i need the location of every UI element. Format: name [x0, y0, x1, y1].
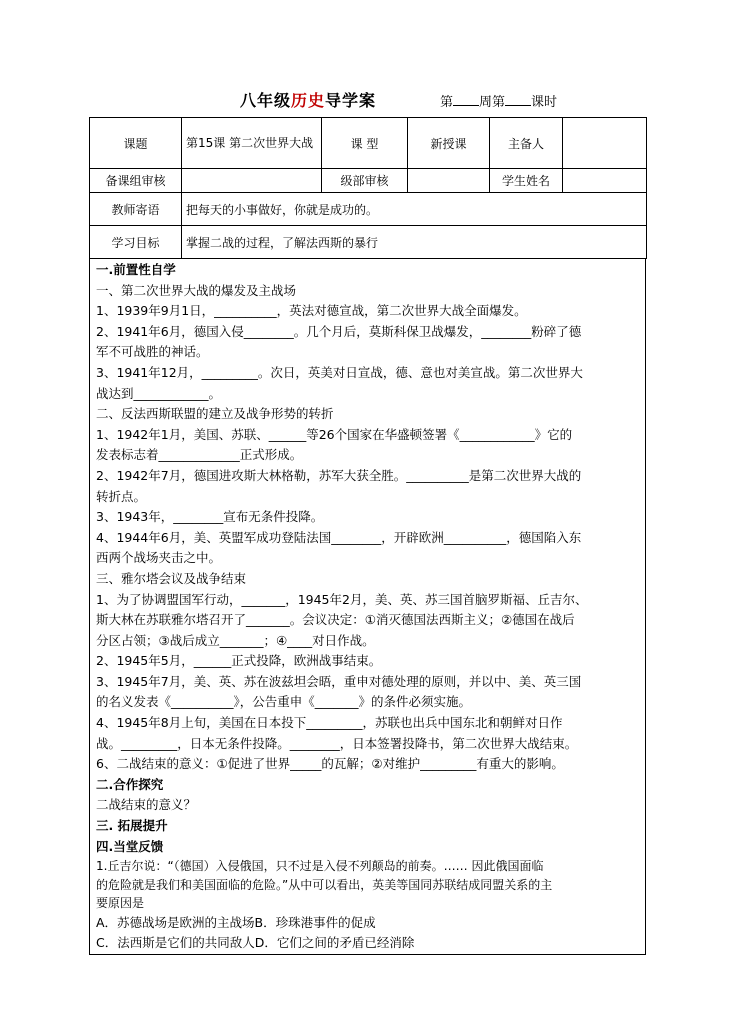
group-review-label: 备课组审核 [90, 169, 182, 193]
title-subject: 历史 [291, 91, 326, 110]
week-lesson-label [440, 91, 557, 110]
dept-review-label: 级部审核 [322, 169, 408, 193]
content-text [90, 258, 645, 954]
content-line: 的名义发表《__________》，公告重申《_______》的条件必须实施。 [96, 694, 472, 710]
content-line: 1、1939年9月1日，__________，英法对德宣战，第二次世界大战全面爆发。 [96, 303, 527, 319]
goal-label: 学习目标 [90, 226, 182, 259]
goal-value: 掌握二战的过程，了解法西斯的暴行 [182, 226, 647, 259]
section-heading-self-study: 一.前置性自学 [96, 262, 176, 277]
content-line: 3、1941年12月，_________。次日，英美对日宣战，德、意也对美宣战。第二次世界大 [96, 364, 583, 380]
section-heading-cooperation: 二.合作探究 [96, 776, 164, 792]
preparer-value[interactable] [563, 118, 647, 169]
content-line: 6、二战结束的意义：①促进了世界_____的瓦解；②对维护_________有重大的影响。 [96, 756, 564, 772]
student-name-value[interactable] [563, 169, 647, 193]
question-line: 要原因是 [96, 896, 145, 911]
title-prefix: 八年级 [240, 91, 292, 110]
week-mid-text: 周第 [479, 95, 506, 110]
subheading-1: 一、第二次世界大战的爆发及主战场 [96, 282, 297, 298]
teacher-msg-value: 把每天的小事做好，你就是成功的。 [182, 193, 647, 226]
content-line: 1、1942年1月，美国、苏联、______等26个国家在华盛顿签署《____________》它的 [96, 426, 573, 442]
content-line: 战达到____________。 [96, 385, 222, 401]
content-line: 发表标志着_____________正式形成。 [96, 447, 303, 463]
content-line: 2、1942年7月，德国进攻斯大林格勒，苏军大获全胜。__________是第二次世界大战的 [96, 467, 582, 483]
content-line: 2、1941年6月，德国入侵________。几个月后，莫斯科保卫战爆发，________粉碎了德 [96, 323, 582, 339]
page-title [240, 88, 376, 111]
section-heading-extension: 三. 拓展提升 [96, 818, 168, 834]
content-line: 2、1945年5月，______正式投降，欧洲战事结束。 [96, 653, 382, 669]
content-line: 4、1945年8月上旬，美国在日本投下_________，苏联也出兵中国东北和朝鲜对日作 [96, 715, 563, 731]
topic-label: 课题 [90, 118, 182, 169]
subheading-3: 三、雅尔塔会议及战争结束 [96, 570, 247, 586]
question-line: 的危险就是我们和美国面临的危险。”从中可以看出，英美等国同苏联结成同盟关系的主 [96, 877, 553, 892]
option-line: C．法西斯是它们的共同敌人D．它们之间的矛盾已经消除 [96, 935, 415, 951]
content-line: 1、为了协调盟国军行动，_______，1945年2月，美、英、苏三国首脑罗斯福、丘吉尔、 [96, 591, 588, 607]
content-line: 分区占领；③战后成立_______；④____对日作战。 [96, 632, 375, 648]
content-line: 转折点。 [96, 488, 147, 504]
content-line: 斯大林在苏联雅尔塔召开了_______。会议决定：①消灭德国法西斯主义；②德国在战后 [96, 612, 575, 628]
question-line: 1.丘吉尔说：“（德国）入侵俄国，只不过是入侵不列颠岛的前奏。…… 因此俄国面临 [96, 859, 544, 874]
content-line: 3、1945年7月，美、英、苏在波兹坦会晤，重申对德处理的原则，并以中、美、英三国 [96, 673, 582, 689]
preparer-label: 主备人 [490, 118, 563, 169]
teacher-msg-label: 教师寄语 [90, 193, 182, 226]
info-table [89, 117, 647, 259]
option-line: A．苏德战场是欧洲的主战场B．珍珠港事件的促成 [96, 914, 376, 930]
content-line: 4、1944年6月，美、英盟军成功登陆法国________，开辟欧洲__________，德国陷入东 [96, 529, 582, 545]
type-value: 新授课 [408, 118, 490, 169]
content-line: 3、1943年，________宣布无条件投降。 [96, 509, 324, 525]
week-blank[interactable] [453, 93, 479, 106]
content-line: 西两个战场夹击之中。 [96, 550, 222, 566]
section-heading-feedback: 四.当堂反馈 [96, 838, 164, 854]
content-section [89, 258, 646, 955]
type-label: 课 型 [322, 118, 408, 169]
header-row [0, 88, 744, 110]
content-line: 二战结束的意义？ [96, 797, 197, 813]
group-review-value[interactable] [182, 169, 322, 193]
week-first-text: 第 [440, 95, 454, 110]
lesson-blank[interactable] [505, 93, 531, 106]
topic-value: 第15课 第二次世界大战 [182, 118, 322, 169]
dept-review-value[interactable] [408, 169, 490, 193]
content-line: 战。_________，日本无条件投降。________，日本签署投降书，第二次世界大战结束。 [96, 735, 578, 751]
content-line: 军不可战胜的神话。 [96, 344, 209, 360]
student-name-label: 学生姓名 [490, 169, 563, 193]
title-suffix: 导学案 [325, 91, 377, 110]
week-last-text: 课时 [531, 95, 558, 110]
subheading-2: 二、反法西斯联盟的建立及战争形势的转折 [96, 406, 334, 422]
